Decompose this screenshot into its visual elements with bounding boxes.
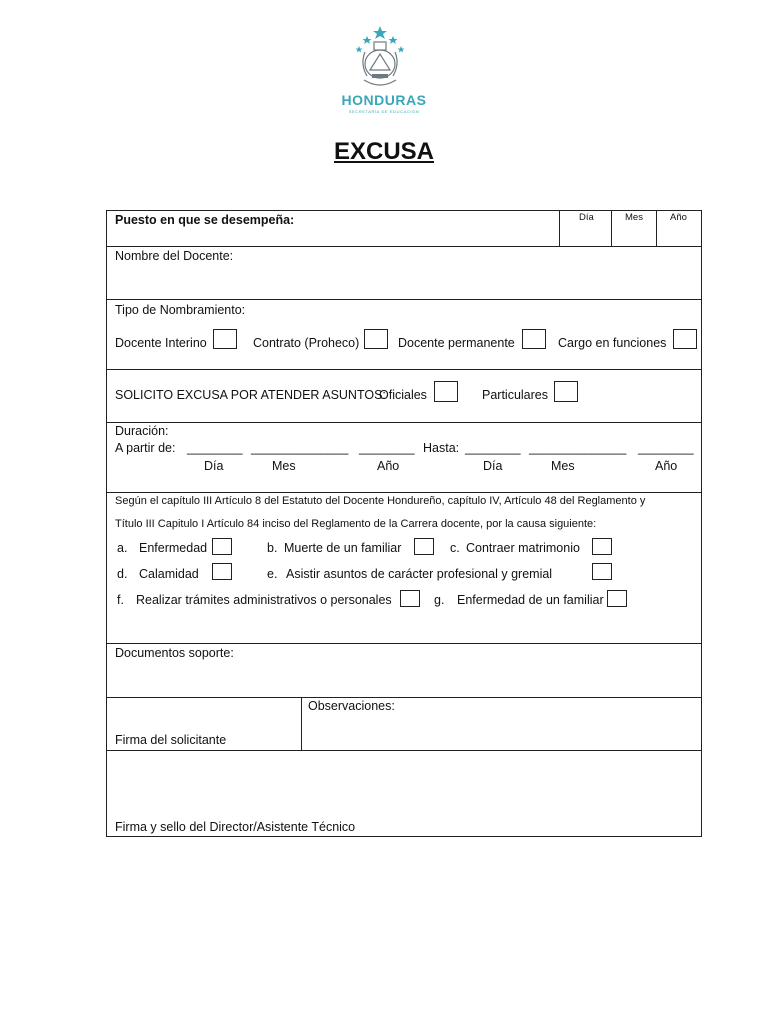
from-day-label: Día	[204, 459, 224, 473]
to-year-blank[interactable]: ________	[638, 441, 694, 455]
option-contract-label: Contrato (Proheco)	[253, 336, 360, 350]
from-year-label: Año	[377, 459, 400, 473]
to-month-label: Mes	[551, 459, 575, 473]
to-day-label: Día	[483, 459, 503, 473]
from-day-blank[interactable]: ________	[187, 441, 243, 455]
from-label: A partir de:	[115, 441, 176, 455]
request-label: SOLICITO EXCUSA POR ATENDER ASUNTOS:	[115, 388, 386, 402]
cause-c-letter: c.	[450, 541, 460, 555]
checkbox-cause-b[interactable]	[414, 538, 434, 555]
cause-b-label: Muerte de un familiar	[284, 541, 402, 555]
checkbox-official[interactable]	[434, 381, 458, 402]
row-divider	[107, 246, 701, 247]
date-header-year: Año	[670, 212, 687, 223]
checkbox-cause-c[interactable]	[592, 538, 612, 555]
cause-e-label: Asistir asuntos de carácter profesional y gremial	[286, 567, 553, 581]
brand-subtitle: SECRETARÍA DE EDUCACIÓN	[348, 109, 420, 114]
checkbox-private[interactable]	[554, 381, 578, 402]
cause-a-label: Enfermedad	[139, 541, 208, 555]
duration-label: Duración:	[115, 424, 169, 438]
cause-d-letter: d.	[117, 567, 128, 581]
from-year-blank[interactable]: ________	[359, 441, 415, 455]
to-label: Hasta:	[423, 441, 460, 455]
cause-c-label: Contraer matrimonio	[466, 541, 580, 555]
date-header-day: Día	[579, 212, 594, 223]
cause-b-letter: b.	[267, 541, 278, 555]
cause-d-label: Calamidad	[139, 567, 199, 581]
checkbox-interim[interactable]	[213, 329, 237, 349]
teacher-name-label: Nombre del Docente:	[115, 249, 234, 263]
divider	[559, 211, 560, 246]
checkbox-contract[interactable]	[364, 329, 388, 349]
excuse-form	[106, 210, 702, 837]
option-acting-label: Cargo en funciones	[558, 336, 667, 350]
observations-label: Observaciones:	[308, 699, 395, 713]
divider	[611, 211, 612, 246]
cause-a-letter: a.	[117, 541, 128, 555]
checkbox-cause-g[interactable]	[607, 590, 627, 607]
row-divider	[107, 697, 701, 698]
row-divider	[107, 492, 701, 493]
applicant-signature-label: Firma del solicitante	[115, 733, 227, 747]
row-divider	[107, 422, 701, 423]
checkbox-cause-a[interactable]	[212, 538, 232, 555]
supporting-docs-label: Documentos soporte:	[115, 646, 234, 660]
checkbox-cause-f[interactable]	[400, 590, 420, 607]
cause-g-label: Enfermedad de un familiar	[457, 593, 604, 607]
checkbox-permanent[interactable]	[522, 329, 546, 349]
cause-intro-line1: Según el capítulo III Artículo 8 del Estatuto del Docente Hondureño, capítulo IV, Artículo 48 del Reglamento y	[115, 495, 646, 507]
to-year-label: Año	[655, 459, 678, 473]
position-label: Puesto en que se desempeña:	[115, 213, 295, 227]
to-day-blank[interactable]: ________	[465, 441, 521, 455]
row-divider	[107, 643, 701, 644]
cause-g-letter: g.	[434, 593, 445, 607]
option-official-label: Oficiales	[379, 388, 427, 402]
from-month-blank[interactable]: ______________	[251, 441, 349, 455]
date-header-month: Mes	[625, 212, 643, 223]
row-divider	[107, 299, 701, 300]
option-permanent-label: Docente permanente	[398, 336, 515, 350]
checkbox-cause-d[interactable]	[212, 563, 232, 580]
from-month-label: Mes	[272, 459, 296, 473]
divider	[301, 697, 302, 750]
cause-f-label: Realizar trámites administrativos o personales	[136, 593, 392, 607]
option-private-label: Particulares	[482, 388, 548, 402]
document-title: EXCUSA	[333, 138, 435, 165]
appointment-type-label: Tipo de Nombramiento:	[115, 303, 246, 317]
row-divider	[107, 750, 701, 751]
director-signature-label: Firma y sello del Director/Asistente Técnico	[115, 820, 356, 834]
checkbox-acting[interactable]	[673, 329, 697, 349]
cause-e-letter: e.	[267, 567, 278, 581]
row-divider	[107, 369, 701, 370]
brand-name: HONDURAS	[341, 92, 427, 108]
cause-f-letter: f.	[117, 593, 124, 607]
divider	[656, 211, 657, 246]
to-month-blank[interactable]: ______________	[529, 441, 627, 455]
cause-intro-line2: Título III Capitulo I Artículo 84 inciso del Reglamento de la Carrera docente, por la causa siguiente:	[115, 518, 597, 530]
option-interim-label: Docente Interino	[115, 336, 207, 350]
checkbox-cause-e[interactable]	[592, 563, 612, 580]
